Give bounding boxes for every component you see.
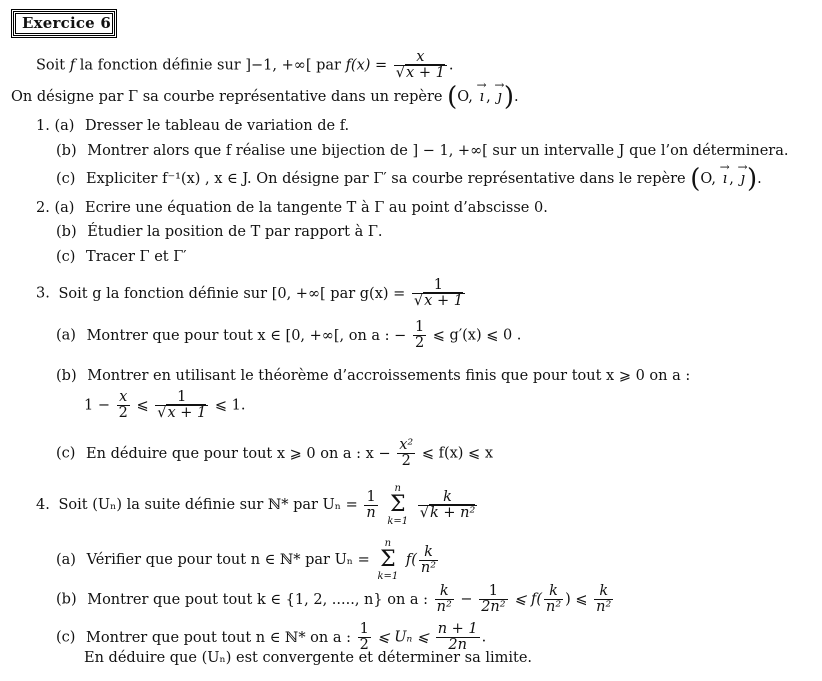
sum-top: n: [394, 483, 401, 494]
one-over-n-num: 1: [366, 488, 376, 505]
sum-top-2: n: [384, 538, 392, 549]
q1-b-label: (b): [56, 143, 77, 159]
t2-den: 2n²: [481, 599, 506, 615]
le1: ⩽ f(: [514, 591, 542, 608]
repere-origin: O,: [457, 89, 473, 105]
q1-number: 1.: [36, 118, 50, 134]
q4-b: [56, 584, 615, 615]
q3-a: [56, 320, 521, 351]
q4-c-line2-text: En déduire que (Uₙ) est convergente et déterminer sa limite.: [84, 650, 533, 666]
q2-number: 2.: [36, 200, 50, 216]
sum-bottom: k=1: [387, 516, 409, 527]
f-numerator: x: [416, 49, 425, 65]
k-over-n2-num: k: [424, 543, 433, 560]
q1-b: [56, 142, 789, 160]
t2-num: 1: [488, 583, 498, 599]
lower-num: 1: [359, 621, 369, 637]
intro-line-2-text: On désigne par Γ sa courbe représentative dans un repère: [11, 89, 443, 105]
q4-intro: [36, 483, 479, 527]
f-denominator: x + 1: [406, 65, 445, 81]
f-symbol: f: [69, 57, 76, 74]
t4-den: n²: [596, 599, 612, 615]
t1-num: k: [439, 583, 449, 599]
t3: [544, 584, 563, 615]
q3-number: 3.: [36, 285, 50, 302]
q4-a-label: (a): [56, 552, 76, 568]
one-over-sqrt: $\frac{1}{√x + 1}$: [157, 389, 207, 421]
upper-num: n + 1: [437, 621, 478, 637]
t1: [435, 584, 454, 615]
sum-term-den: k + n²: [430, 504, 476, 521]
q3-a-tail: ⩽ g′(x) ⩽ 0 .: [432, 327, 522, 344]
x2-over-2: [397, 438, 415, 469]
x-over-2-num: x: [119, 389, 128, 405]
sum-sigma-2: n Σ k=1: [377, 538, 399, 582]
q2-c-label: (c): [56, 249, 76, 265]
q3-b-label: (b): [56, 368, 77, 384]
half-den: 2: [414, 335, 425, 351]
q2-b-text: Étudier la position de T par rapport à Γ.: [87, 224, 383, 240]
q3-c-text: En déduire que pour tout x ⩾ 0 on a : x −: [86, 445, 391, 462]
vector-i: → ı: [478, 88, 487, 106]
q4-c-line2: [84, 649, 532, 667]
g-denominator: x + 1: [424, 293, 463, 309]
upper-den: 2n: [436, 637, 480, 653]
sum-bottom-2: k=1: [377, 571, 399, 582]
q2-c: [56, 248, 187, 266]
vector-j-2: → ȷ: [738, 170, 747, 188]
f-open: f(: [405, 552, 417, 568]
exercise-title: Exercice 6: [22, 14, 111, 32]
q1-c-text: Expliciter f⁻¹(x) , x ∈ J. On désigne par Γ′ sa courbe représentative dans le repère: [86, 171, 686, 187]
q4-c-text: Montrer que pout tout n ∈ ℕ* on a :: [86, 629, 351, 646]
q3-b-text: Montrer en utilisant le théorème d’accroissements finis que pour tout x ⩾ 0 on a :: [87, 368, 691, 384]
k-over-n2: [419, 545, 438, 576]
q4-c-label: (c): [56, 629, 76, 646]
sum-term-num: k: [443, 488, 452, 505]
q4-a-text: Vérifier que pour tout n ∈ ℕ* par Uₙ =: [86, 552, 370, 568]
q2-c-text: Tracer Γ et Γ′: [86, 249, 187, 265]
q4-number: 4.: [36, 497, 50, 513]
q2-b: [56, 223, 383, 241]
q1-a: [36, 117, 349, 135]
t4-num: k: [599, 583, 609, 599]
t1-den: n²: [436, 599, 452, 615]
x-over-2: [117, 390, 130, 421]
q3-c: [56, 438, 493, 469]
k-over-n2-den: n²: [420, 559, 437, 576]
half-fraction: [413, 320, 426, 351]
g-definition-fraction: $\frac{1}{√x + 1}$: [413, 277, 463, 309]
q3-b: [56, 367, 690, 385]
le2: ) ⩽: [565, 591, 588, 608]
q4-a: [56, 538, 440, 582]
vector-i-2: → ı: [721, 170, 730, 188]
q1-c-label: (c): [56, 171, 76, 187]
one-over-n: [364, 490, 377, 521]
q1-b-text: Montrer alors que f réalise une bijection de ] − 1, +∞[ sur un intervalle J que l’on déterminera.: [87, 143, 789, 159]
x-over-2-den: 2: [118, 405, 128, 421]
intro-line-2: On désigne par Γ sa courbe représentative dans un repère (O, → ı , → ȷ).: [11, 88, 519, 106]
q1-a-label: (a): [54, 118, 75, 134]
q2-a: [36, 199, 548, 217]
q3-c-label: (c): [56, 445, 76, 462]
g-numerator: 1: [433, 277, 444, 293]
repere-origin-2: O,: [700, 171, 717, 187]
ineq-start: 1 −: [84, 397, 110, 414]
t4: [594, 584, 613, 615]
intro-mid: la fonction définie sur ]−1, +∞[ par: [79, 57, 341, 74]
q3-c-tail: ⩽ f(x) ⩽ x: [421, 445, 493, 462]
q4-b-text: Montrer que pout tout k ∈ {1, 2, ....., n} on a :: [87, 591, 429, 608]
one-over-sqrt-num: 1: [177, 389, 187, 405]
q1-a-text: Dresser le tableau de variation de f.: [85, 118, 350, 134]
q3-a-text: Montrer que pour tout x ∈ [0, +∞[, on a : −: [86, 327, 407, 344]
lower-den: 2: [359, 637, 369, 653]
ineq-tail: ⩽ 1.: [214, 397, 246, 414]
q2-a-label: (a): [54, 200, 75, 216]
intro-prefix: Soit: [36, 57, 66, 74]
t3-num: k: [549, 583, 558, 599]
q3-intro: [36, 278, 467, 309]
f-definition-fraction: $\frac{x}{√x + 1}$: [395, 49, 445, 81]
one-over-sqrt-den: x + 1: [167, 405, 207, 421]
q1-c: (c) Expliciter f⁻¹(x) , x ∈ J. On désigne par Γ′ sa courbe représentative dans le repère (O, → ı , → ȷ).: [56, 170, 762, 188]
t3-den: n²: [545, 599, 562, 615]
q3-a-label: (a): [56, 327, 76, 344]
sum-term: $\frac{k}{\text{√k + n²}}$: [419, 488, 476, 521]
q4-intro-text: Soit (Uₙ) la suite définie sur ℕ* par Uₙ =: [58, 497, 358, 513]
half-num: 1: [414, 319, 425, 335]
vector-j: → ȷ: [495, 88, 504, 106]
q4-c-tail: .: [481, 629, 487, 646]
q2-a-text: Ecrire une équation de la tangente T à Γ au point d’abscisse 0.: [85, 200, 548, 216]
q4-b-label: (b): [56, 591, 77, 608]
intro-line-1: Soit f la fonction définie sur ]−1, +∞[ par f(x) = $\frac{x}{√x + 1}$ .: [36, 49, 454, 81]
q2-b-label: (b): [56, 224, 77, 240]
q3-intro-text: Soit g la fonction définie sur [0, +∞[ par g(x) =: [58, 285, 406, 302]
q3-b-inequality: [84, 390, 245, 421]
f-of-x: f(x) =: [345, 57, 388, 74]
x2-over-2-den: 2: [397, 453, 415, 469]
exercise-title-box: [11, 9, 117, 38]
minus: −: [460, 591, 473, 608]
t2: [479, 584, 507, 615]
x2-over-2-num: x²: [399, 437, 414, 453]
one-over-n-den: n: [366, 504, 376, 521]
sum-sigma: n Σ k=1: [387, 483, 409, 527]
q4-c-mid: ⩽ Uₙ ⩽: [377, 629, 430, 646]
ineq-mid: ⩽: [136, 397, 149, 414]
